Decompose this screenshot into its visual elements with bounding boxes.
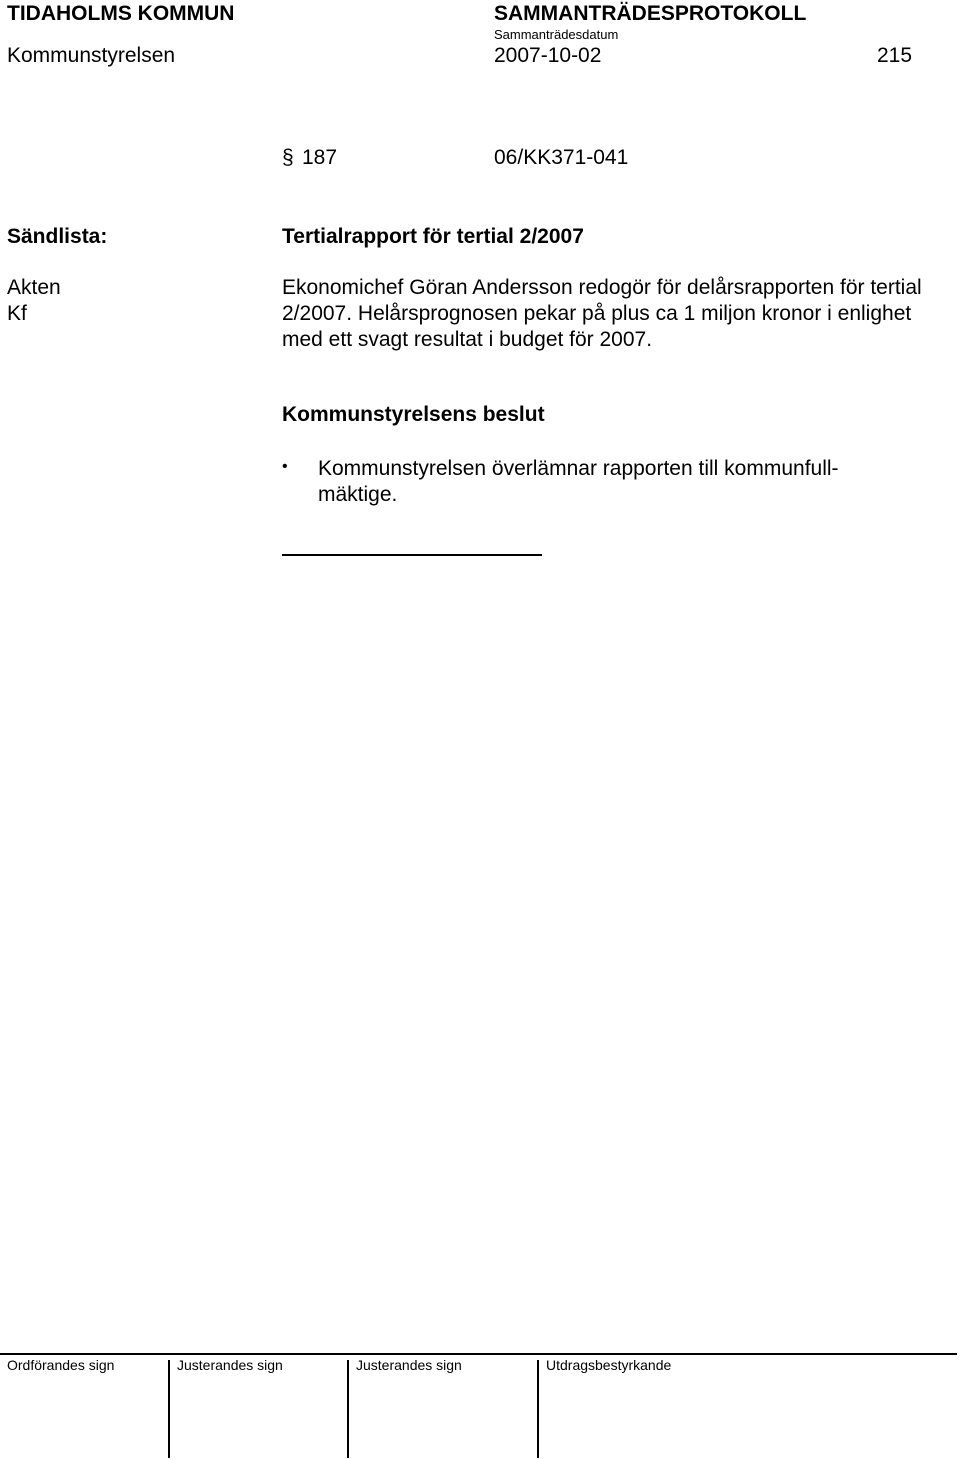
signature-label-certification: Utdragsbestyrkande bbox=[546, 1357, 672, 1373]
signature-divider bbox=[347, 1360, 349, 1458]
page-number: 215 bbox=[877, 44, 913, 67]
recipient-item: Akten bbox=[7, 276, 61, 299]
organization-name: TIDAHOLMS KOMMUN bbox=[7, 2, 235, 25]
signature-label-adjuster-2: Justerandes sign bbox=[356, 1357, 462, 1373]
decision-item: Kommunstyrelsen överlämnar rapporten till kommunfull-mäktige. bbox=[318, 457, 839, 506]
bullet-icon: • bbox=[282, 458, 288, 475]
meeting-date: 2007-10-02 bbox=[494, 44, 602, 67]
signature-label-adjuster-1: Justerandes sign bbox=[177, 1357, 283, 1373]
recipient-item: Kf bbox=[7, 302, 27, 325]
signature-divider bbox=[537, 1360, 539, 1458]
recipient-list bbox=[7, 275, 61, 327]
body-paragraph: Ekonomichef Göran Andersson redogör för delårsrapporten för tertial 2/2007. Helårsprognosen pekar på plus ca 1 miljon kronor i enlighet med ett svagt resultat i budget för 2007. bbox=[282, 276, 922, 351]
diarienummer: 06/KK371-041 bbox=[494, 146, 629, 169]
end-divider bbox=[282, 554, 542, 556]
item-title: Tertialrapport för tertial 2/2007 bbox=[282, 225, 584, 248]
send-list-label: Sändlista: bbox=[7, 225, 108, 248]
decision-heading: Kommunstyrelsens beslut bbox=[282, 403, 545, 426]
date-label: Sammanträdesdatum bbox=[494, 27, 619, 42]
signature-divider bbox=[168, 1360, 170, 1458]
paragraph-number: 187 bbox=[302, 146, 338, 169]
footer-divider bbox=[0, 1353, 957, 1355]
document-type: SAMMANTRÄDESPROTOKOLL bbox=[494, 2, 807, 25]
paragraph-symbol: § bbox=[282, 146, 294, 169]
department-name: Kommunstyrelsen bbox=[7, 44, 176, 67]
signature-label-chair: Ordförandes sign bbox=[7, 1357, 115, 1373]
